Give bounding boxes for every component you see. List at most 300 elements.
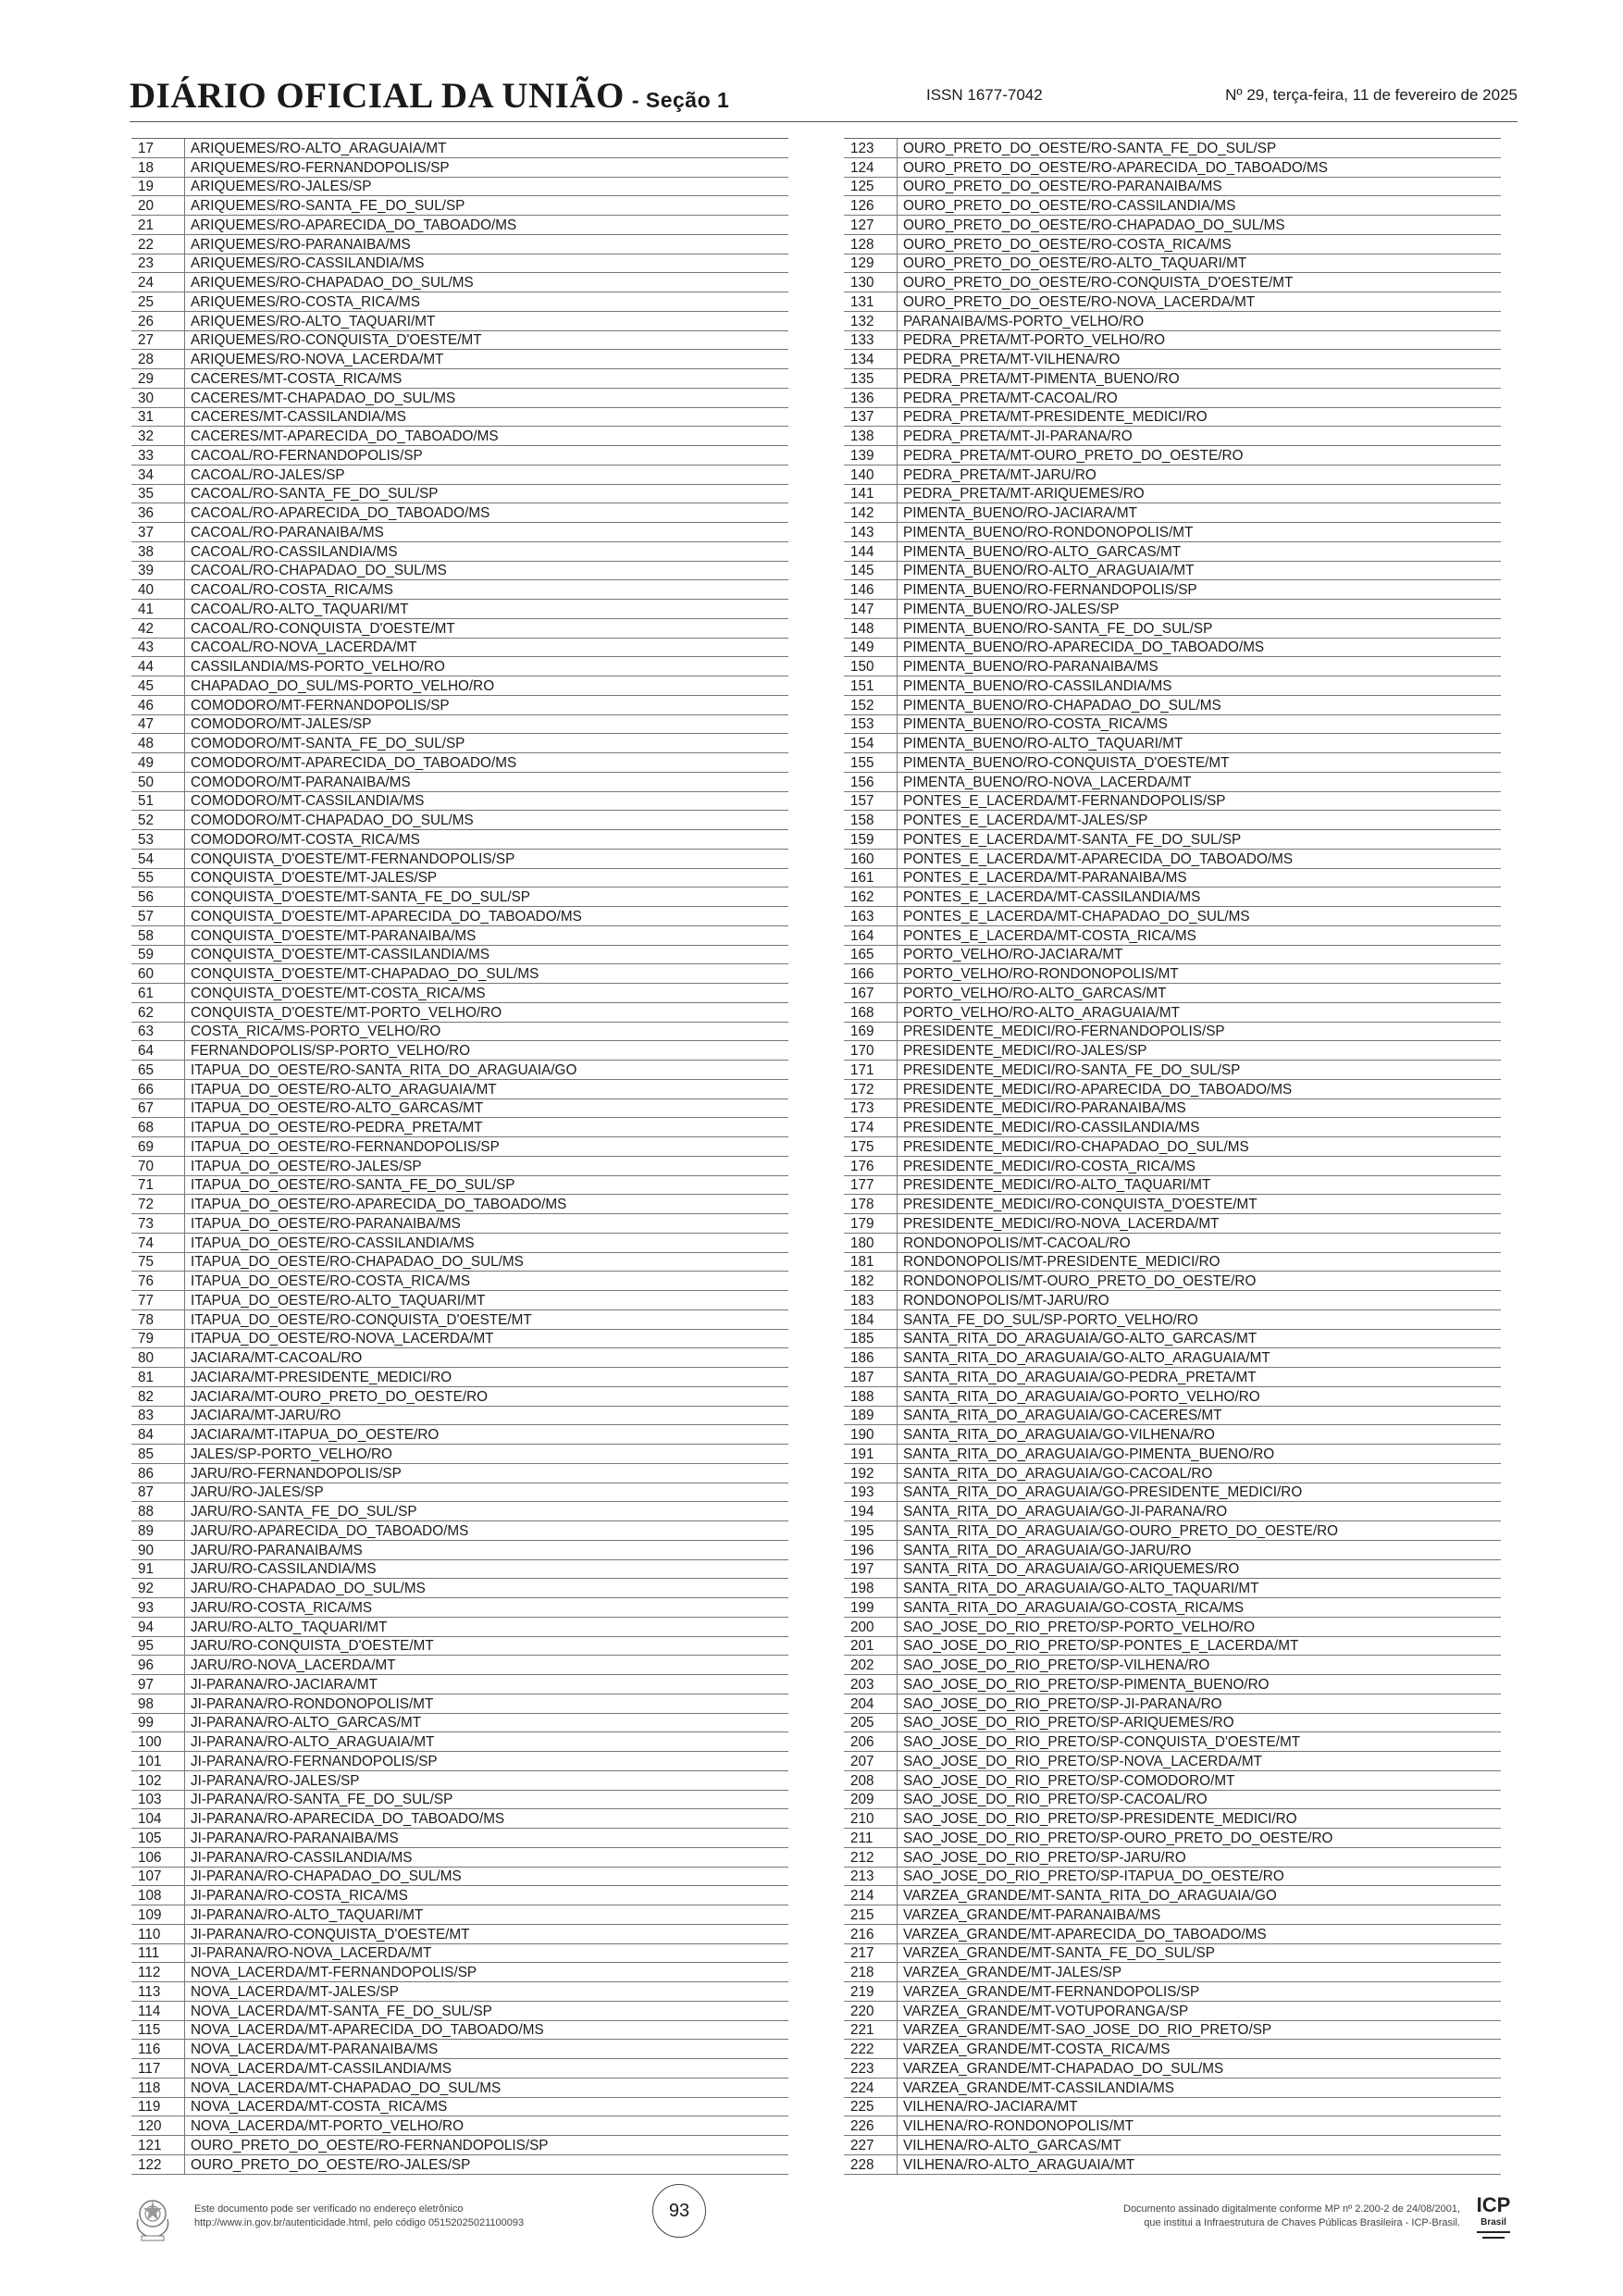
table-row xyxy=(844,600,1501,619)
table-row xyxy=(131,791,788,811)
row-number: 29 xyxy=(131,369,185,389)
row-number: 177 xyxy=(844,1175,898,1195)
row-number: 86 xyxy=(131,1463,185,1483)
verification-line-1: Este documento pode ser verificado no endereço eletrônico xyxy=(194,2203,464,2215)
row-number: 121 xyxy=(131,2136,185,2155)
table-row xyxy=(131,925,788,945)
route-name: CACOAL/RO-COSTA_RICA/MS xyxy=(185,580,789,600)
table-row xyxy=(844,1694,1501,1713)
table-row xyxy=(131,618,788,638)
table-row xyxy=(131,1713,788,1732)
row-number: 205 xyxy=(844,1713,898,1732)
table-row xyxy=(131,695,788,714)
row-number: 217 xyxy=(844,1943,898,1963)
row-number: 198 xyxy=(844,1579,898,1598)
table-row xyxy=(131,1425,788,1445)
route-name: ITAPUA_DO_OESTE/RO-SANTA_FE_DO_SUL/SP xyxy=(185,1175,789,1195)
publication-title xyxy=(130,74,729,122)
route-name: VARZEA_GRANDE/MT-APARECIDA_DO_TABOADO/MS xyxy=(898,1924,1502,1943)
row-number: 31 xyxy=(131,407,185,427)
section-label: - Seção 1 xyxy=(631,88,730,112)
row-number: 145 xyxy=(844,561,898,580)
table-row xyxy=(131,465,788,484)
table-row xyxy=(131,2154,788,2174)
table-row xyxy=(844,1002,1501,1022)
table-row xyxy=(131,503,788,523)
table-row xyxy=(131,196,788,216)
row-number: 192 xyxy=(844,1463,898,1483)
row-number: 207 xyxy=(844,1752,898,1771)
route-name: CONQUISTA_D'OESTE/MT-FERNANDOPOLIS/SP xyxy=(185,849,789,868)
table-row xyxy=(131,638,788,657)
route-name: ARIQUEMES/RO-ALTO_ARAGUAIA/MT xyxy=(185,139,789,157)
row-number: 91 xyxy=(131,1559,185,1579)
table-row xyxy=(131,868,788,887)
route-name: ITAPUA_DO_OESTE/RO-NOVA_LACERDA/MT xyxy=(185,1329,789,1348)
table-row xyxy=(844,561,1501,580)
route-name: CACOAL/RO-ALTO_TAQUARI/MT xyxy=(185,600,789,619)
row-number: 87 xyxy=(131,1483,185,1502)
route-name: PEDRA_PRETA/MT-JI-PARANA/RO xyxy=(898,427,1502,446)
table-row xyxy=(844,234,1501,254)
row-number: 93 xyxy=(131,1598,185,1618)
row-number: 55 xyxy=(131,868,185,887)
table-row xyxy=(131,1752,788,1771)
route-name: JI-PARANA/RO-NOVA_LACERDA/MT xyxy=(185,1943,789,1963)
row-number: 168 xyxy=(844,1002,898,1022)
route-name: OURO_PRETO_DO_OESTE/RO-CONQUISTA_D'OESTE/MT xyxy=(898,273,1502,292)
table-row xyxy=(844,2001,1501,2020)
row-number: 219 xyxy=(844,1982,898,2002)
route-name: PONTES_E_LACERDA/MT-SANTA_FE_DO_SUL/SP xyxy=(898,830,1502,850)
route-name: JI-PARANA/RO-RONDONOPOLIS/MT xyxy=(185,1694,789,1713)
table-row xyxy=(844,1847,1501,1867)
table-row xyxy=(844,984,1501,1003)
route-name: PEDRA_PRETA/MT-ARIQUEMES/RO xyxy=(898,484,1502,503)
row-number: 33 xyxy=(131,446,185,465)
route-name: PRESIDENTE_MEDICI/RO-COSTA_RICA/MS xyxy=(898,1156,1502,1175)
route-name: PORTO_VELHO/RO-ALTO_GARCAS/MT xyxy=(898,984,1502,1003)
table-row xyxy=(844,964,1501,984)
route-name: VARZEA_GRANDE/MT-VOTUPORANGA/SP xyxy=(898,2001,1502,2020)
table-row xyxy=(131,1943,788,1963)
route-name: JI-PARANA/RO-JACIARA/MT xyxy=(185,1675,789,1694)
route-name: PIMENTA_BUENO/RO-CHAPADAO_DO_SUL/MS xyxy=(898,695,1502,714)
row-number: 88 xyxy=(131,1502,185,1521)
route-name: ARIQUEMES/RO-PARANAIBA/MS xyxy=(185,234,789,254)
row-number: 157 xyxy=(844,791,898,811)
table-row xyxy=(131,887,788,907)
table-row xyxy=(844,1348,1501,1368)
row-number: 160 xyxy=(844,849,898,868)
route-name: CACERES/MT-CASSILANDIA/MS xyxy=(185,407,789,427)
table-row xyxy=(844,830,1501,850)
table-row xyxy=(131,945,788,964)
route-name: SANTA_RITA_DO_ARAGUAIA/GO-PORTO_VELHO/RO xyxy=(898,1386,1502,1406)
row-number: 201 xyxy=(844,1636,898,1656)
row-number: 225 xyxy=(844,2097,898,2116)
row-number: 116 xyxy=(131,2040,185,2059)
row-number: 190 xyxy=(844,1425,898,1445)
route-name: PRESIDENTE_MEDICI/RO-PARANAIBA/MS xyxy=(898,1098,1502,1118)
route-name: CACOAL/RO-FERNANDOPOLIS/SP xyxy=(185,446,789,465)
route-name: ARIQUEMES/RO-CASSILANDIA/MS xyxy=(185,254,789,273)
row-number: 25 xyxy=(131,292,185,312)
svg-text:Brasil: Brasil xyxy=(1481,2217,1506,2228)
table-row xyxy=(131,216,788,235)
row-number: 228 xyxy=(844,2154,898,2174)
row-number: 104 xyxy=(131,1809,185,1829)
table-row xyxy=(131,446,788,465)
table-row xyxy=(131,1041,788,1061)
row-number: 143 xyxy=(844,523,898,542)
route-name: SANTA_RITA_DO_ARAGUAIA/GO-CACOAL/RO xyxy=(898,1463,1502,1483)
row-number: 21 xyxy=(131,216,185,235)
table-row xyxy=(844,618,1501,638)
route-name: OURO_PRETO_DO_OESTE/RO-CASSILANDIA/MS xyxy=(898,196,1502,216)
row-number: 110 xyxy=(131,1924,185,1943)
row-number: 50 xyxy=(131,772,185,791)
row-number: 202 xyxy=(844,1656,898,1675)
row-number: 126 xyxy=(844,196,898,216)
table-row xyxy=(131,523,788,542)
table-row xyxy=(131,830,788,850)
row-number: 77 xyxy=(131,1291,185,1310)
row-number: 65 xyxy=(131,1061,185,1080)
table-row xyxy=(844,734,1501,753)
table-row xyxy=(844,1540,1501,1559)
row-number: 30 xyxy=(131,388,185,407)
row-number: 144 xyxy=(844,541,898,561)
row-number: 153 xyxy=(844,714,898,734)
row-number: 122 xyxy=(131,2154,185,2174)
route-name: CONQUISTA_D'OESTE/MT-APARECIDA_DO_TABOADO/MS xyxy=(185,907,789,926)
row-number: 134 xyxy=(844,350,898,369)
table-row xyxy=(131,1540,788,1559)
row-number: 109 xyxy=(131,1905,185,1925)
table-row xyxy=(844,811,1501,830)
table-row xyxy=(844,1943,1501,1963)
table-row xyxy=(844,369,1501,389)
row-number: 103 xyxy=(131,1790,185,1809)
route-name: CONQUISTA_D'OESTE/MT-COSTA_RICA/MS xyxy=(185,984,789,1003)
route-name: COMODORO/MT-JALES/SP xyxy=(185,714,789,734)
table-row xyxy=(844,196,1501,216)
route-name: ITAPUA_DO_OESTE/RO-CASSILANDIA/MS xyxy=(185,1233,789,1252)
table-row xyxy=(844,1483,1501,1502)
table-row xyxy=(844,657,1501,676)
table-row xyxy=(131,1790,788,1809)
row-number: 182 xyxy=(844,1272,898,1291)
route-name: CACOAL/RO-NOVA_LACERDA/MT xyxy=(185,638,789,657)
route-name: SANTA_RITA_DO_ARAGUAIA/GO-CACERES/MT xyxy=(898,1406,1502,1425)
route-name: VARZEA_GRANDE/MT-COSTA_RICA/MS xyxy=(898,2040,1502,2059)
coat-of-arms-icon xyxy=(130,2191,176,2245)
route-name: SANTA_RITA_DO_ARAGUAIA/GO-PEDRA_PRETA/MT xyxy=(898,1368,1502,1387)
row-number: 208 xyxy=(844,1770,898,1790)
table-row xyxy=(844,2154,1501,2174)
table-row xyxy=(844,2097,1501,2116)
route-name: PRESIDENTE_MEDICI/RO-CHAPADAO_DO_SUL/MS xyxy=(898,1137,1502,1157)
route-name: VARZEA_GRANDE/MT-SAO_JOSE_DO_RIO_PRETO/SP xyxy=(898,2020,1502,2040)
route-name: OURO_PRETO_DO_OESTE/RO-PARANAIBA/MS xyxy=(898,177,1502,196)
route-name: PARANAIBA/MS-PORTO_VELHO/RO xyxy=(898,311,1502,330)
route-name: VILHENA/RO-RONDONOPOLIS/MT xyxy=(898,2116,1502,2136)
table-row xyxy=(844,695,1501,714)
header-divider xyxy=(130,121,1518,122)
route-name: COMODORO/MT-APARECIDA_DO_TABOADO/MS xyxy=(185,753,789,773)
left-column xyxy=(131,138,788,2175)
table-row xyxy=(844,1963,1501,1982)
row-number: 148 xyxy=(844,618,898,638)
row-number: 113 xyxy=(131,1982,185,2002)
table-row xyxy=(131,330,788,350)
route-name: PRESIDENTE_MEDICI/RO-CONQUISTA_D'OESTE/MT xyxy=(898,1195,1502,1214)
row-number: 180 xyxy=(844,1233,898,1252)
table-row xyxy=(844,1502,1501,1521)
row-number: 19 xyxy=(131,177,185,196)
route-name: JI-PARANA/RO-CHAPADAO_DO_SUL/MS xyxy=(185,1867,789,1886)
route-name: CONQUISTA_D'OESTE/MT-PARANAIBA/MS xyxy=(185,925,789,945)
route-name: JI-PARANA/RO-ALTO_TAQUARI/MT xyxy=(185,1905,789,1925)
table-row xyxy=(131,2040,788,2059)
route-name: CACOAL/RO-CHAPADAO_DO_SUL/MS xyxy=(185,561,789,580)
route-name: SANTA_RITA_DO_ARAGUAIA/GO-PRESIDENTE_MEDICI/RO xyxy=(898,1483,1502,1502)
row-number: 80 xyxy=(131,1348,185,1368)
table-row xyxy=(131,1309,788,1329)
route-name: PEDRA_PRETA/MT-OURO_PRETO_DO_OESTE/RO xyxy=(898,446,1502,465)
row-number: 51 xyxy=(131,791,185,811)
route-name: SAO_JOSE_DO_RIO_PRETO/SP-VILHENA/RO xyxy=(898,1656,1502,1675)
edition-date: Nº 29, terça-feira, 11 de fevereiro de 2025 xyxy=(1225,86,1518,104)
row-number: 107 xyxy=(131,1867,185,1886)
row-number: 48 xyxy=(131,734,185,753)
table-row xyxy=(131,254,788,273)
route-name: PORTO_VELHO/RO-ALTO_ARAGUAIA/MT xyxy=(898,1002,1502,1022)
table-row xyxy=(131,2059,788,2079)
route-name: JACIARA/MT-JARU/RO xyxy=(185,1406,789,1425)
route-name: PEDRA_PRETA/MT-PORTO_VELHO/RO xyxy=(898,330,1502,350)
route-name: SAO_JOSE_DO_RIO_PRETO/SP-CONQUISTA_D'OESTE/MT xyxy=(898,1732,1502,1752)
table-row xyxy=(844,1406,1501,1425)
row-number: 53 xyxy=(131,830,185,850)
table-row xyxy=(844,177,1501,196)
row-number: 123 xyxy=(844,139,898,157)
route-name: OURO_PRETO_DO_OESTE/RO-APARECIDA_DO_TABOADO/MS xyxy=(898,157,1502,177)
route-name: CHAPADAO_DO_SUL/MS-PORTO_VELHO/RO xyxy=(185,676,789,696)
table-row xyxy=(131,676,788,696)
table-row xyxy=(844,484,1501,503)
row-number: 32 xyxy=(131,427,185,446)
row-number: 151 xyxy=(844,676,898,696)
table-row xyxy=(131,369,788,389)
route-name: ITAPUA_DO_OESTE/RO-PEDRA_PRETA/MT xyxy=(185,1118,789,1137)
route-name: SANTA_RITA_DO_ARAGUAIA/GO-ALTO_TAQUARI/MT xyxy=(898,1579,1502,1598)
table-row xyxy=(131,1061,788,1080)
table-row xyxy=(131,273,788,292)
table-row xyxy=(844,1175,1501,1195)
route-name: JARU/RO-CHAPADAO_DO_SUL/MS xyxy=(185,1579,789,1598)
route-name: PIMENTA_BUENO/RO-NOVA_LACERDA/MT xyxy=(898,772,1502,791)
row-number: 114 xyxy=(131,2001,185,2020)
table-row xyxy=(131,157,788,177)
row-number: 221 xyxy=(844,2020,898,2040)
table-row xyxy=(131,1617,788,1636)
route-name: ITAPUA_DO_OESTE/RO-SANTA_RITA_DO_ARAGUAIA/GO xyxy=(185,1061,789,1080)
table-row xyxy=(131,1195,788,1214)
table-row xyxy=(844,1368,1501,1387)
row-number: 146 xyxy=(844,580,898,600)
route-name: PIMENTA_BUENO/RO-CONQUISTA_D'OESTE/MT xyxy=(898,753,1502,773)
table-row xyxy=(131,2078,788,2097)
table-row xyxy=(131,1483,788,1502)
route-name: PIMENTA_BUENO/RO-RONDONOPOLIS/MT xyxy=(898,523,1502,542)
route-table-left xyxy=(131,139,788,2175)
route-name: SAO_JOSE_DO_RIO_PRETO/SP-JI-PARANA/RO xyxy=(898,1694,1502,1713)
row-number: 36 xyxy=(131,503,185,523)
table-row xyxy=(131,1867,788,1886)
table-row xyxy=(844,1713,1501,1732)
route-name: JARU/RO-CONQUISTA_D'OESTE/MT xyxy=(185,1636,789,1656)
row-number: 197 xyxy=(844,1559,898,1579)
route-name: CASSILANDIA/MS-PORTO_VELHO/RO xyxy=(185,657,789,676)
route-name: SANTA_FE_DO_SUL/SP-PORTO_VELHO/RO xyxy=(898,1309,1502,1329)
row-number: 162 xyxy=(844,887,898,907)
route-name: PIMENTA_BUENO/RO-ALTO_TAQUARI/MT xyxy=(898,734,1502,753)
row-number: 73 xyxy=(131,1214,185,1234)
table-row xyxy=(131,714,788,734)
route-name: CACOAL/RO-CONQUISTA_D'OESTE/MT xyxy=(185,618,789,638)
row-number: 220 xyxy=(844,2001,898,2020)
row-number: 101 xyxy=(131,1752,185,1771)
verification-notice xyxy=(194,2203,524,2230)
table-row xyxy=(844,849,1501,868)
table-row xyxy=(844,1195,1501,1214)
table-row xyxy=(131,1175,788,1195)
table-row xyxy=(131,1559,788,1579)
row-number: 135 xyxy=(844,369,898,389)
route-name: JI-PARANA/RO-SANTA_FE_DO_SUL/SP xyxy=(185,1790,789,1809)
table-row xyxy=(844,407,1501,427)
route-name: PIMENTA_BUENO/RO-SANTA_FE_DO_SUL/SP xyxy=(898,618,1502,638)
row-number: 167 xyxy=(844,984,898,1003)
table-row xyxy=(844,1829,1501,1848)
signature-line-2: que institui a Infraestrutura de Chaves Públicas Brasileira - ICP-Brasil. xyxy=(1144,2217,1460,2228)
row-number: 154 xyxy=(844,734,898,753)
page-footer xyxy=(130,2191,1518,2256)
row-number: 102 xyxy=(131,1770,185,1790)
row-number: 17 xyxy=(131,139,185,157)
row-number: 218 xyxy=(844,1963,898,1982)
route-name: PEDRA_PRETA/MT-VILHENA/RO xyxy=(898,350,1502,369)
table-row xyxy=(844,1752,1501,1771)
right-column xyxy=(844,138,1501,2175)
table-row xyxy=(844,2020,1501,2040)
row-number: 150 xyxy=(844,657,898,676)
route-name: JI-PARANA/RO-CASSILANDIA/MS xyxy=(185,1847,789,1867)
table-row xyxy=(131,177,788,196)
table-row xyxy=(131,1348,788,1368)
row-number: 61 xyxy=(131,984,185,1003)
table-row xyxy=(844,1445,1501,1464)
row-number: 199 xyxy=(844,1598,898,1618)
route-name: SAO_JOSE_DO_RIO_PRETO/SP-CACOAL/RO xyxy=(898,1790,1502,1809)
route-name: OURO_PRETO_DO_OESTE/RO-SANTA_FE_DO_SUL/SP xyxy=(898,139,1502,157)
row-number: 186 xyxy=(844,1348,898,1368)
route-name: ITAPUA_DO_OESTE/RO-APARECIDA_DO_TABOADO/MS xyxy=(185,1195,789,1214)
table-row xyxy=(844,1386,1501,1406)
table-row xyxy=(131,1847,788,1867)
row-number: 119 xyxy=(131,2097,185,2116)
row-number: 95 xyxy=(131,1636,185,1656)
row-number: 82 xyxy=(131,1386,185,1406)
table-row xyxy=(131,1445,788,1464)
route-name: COMODORO/MT-CHAPADAO_DO_SUL/MS xyxy=(185,811,789,830)
row-number: 71 xyxy=(131,1175,185,1195)
table-row xyxy=(844,1272,1501,1291)
row-number: 125 xyxy=(844,177,898,196)
table-row xyxy=(844,1675,1501,1694)
route-name: PRESIDENTE_MEDICI/RO-APARECIDA_DO_TABOADO/MS xyxy=(898,1079,1502,1098)
table-row xyxy=(131,541,788,561)
route-name: VILHENA/RO-JACIARA/MT xyxy=(898,2097,1502,2116)
row-number: 227 xyxy=(844,2136,898,2155)
route-name: SAO_JOSE_DO_RIO_PRETO/SP-PORTO_VELHO/RO xyxy=(898,1617,1502,1636)
route-name: JARU/RO-PARANAIBA/MS xyxy=(185,1540,789,1559)
table-row xyxy=(131,1463,788,1483)
route-name: JARU/RO-CASSILANDIA/MS xyxy=(185,1559,789,1579)
table-row xyxy=(131,1579,788,1598)
table-row xyxy=(844,1022,1501,1041)
table-row xyxy=(131,1521,788,1541)
route-name: JACIARA/MT-CACOAL/RO xyxy=(185,1348,789,1368)
table-row xyxy=(131,1829,788,1848)
row-number: 63 xyxy=(131,1022,185,1041)
table-row xyxy=(844,907,1501,926)
route-name: SAO_JOSE_DO_RIO_PRETO/SP-NOVA_LACERDA/MT xyxy=(898,1752,1502,1771)
row-number: 191 xyxy=(844,1445,898,1464)
row-number: 64 xyxy=(131,1041,185,1061)
digital-signature-notice xyxy=(1123,2203,1460,2230)
row-number: 97 xyxy=(131,1675,185,1694)
route-name: ITAPUA_DO_OESTE/RO-FERNANDOPOLIS/SP xyxy=(185,1137,789,1157)
route-name: ARIQUEMES/RO-APARECIDA_DO_TABOADO/MS xyxy=(185,216,789,235)
row-number: 149 xyxy=(844,638,898,657)
route-name: ARIQUEMES/RO-CHAPADAO_DO_SUL/MS xyxy=(185,273,789,292)
table-row xyxy=(844,254,1501,273)
route-name: PEDRA_PRETA/MT-PIMENTA_BUENO/RO xyxy=(898,369,1502,389)
row-number: 132 xyxy=(844,311,898,330)
row-number: 184 xyxy=(844,1309,898,1329)
route-name: SANTA_RITA_DO_ARAGUAIA/GO-OURO_PRETO_DO_OESTE/RO xyxy=(898,1521,1502,1541)
table-row xyxy=(844,772,1501,791)
route-name: JI-PARANA/RO-PARANAIBA/MS xyxy=(185,1829,789,1848)
row-number: 176 xyxy=(844,1156,898,1175)
route-name: PORTO_VELHO/RO-JACIARA/MT xyxy=(898,945,1502,964)
row-number: 127 xyxy=(844,216,898,235)
route-name: OURO_PRETO_DO_OESTE/RO-CHAPADAO_DO_SUL/MS xyxy=(898,216,1502,235)
route-name: JARU/RO-JALES/SP xyxy=(185,1483,789,1502)
row-number: 170 xyxy=(844,1041,898,1061)
row-number: 66 xyxy=(131,1079,185,1098)
row-number: 68 xyxy=(131,1118,185,1137)
route-name: NOVA_LACERDA/MT-PORTO_VELHO/RO xyxy=(185,2116,789,2136)
route-name: SAO_JOSE_DO_RIO_PRETO/SP-PRESIDENTE_MEDICI/RO xyxy=(898,1809,1502,1829)
row-number: 92 xyxy=(131,1579,185,1598)
table-row xyxy=(131,1272,788,1291)
table-row xyxy=(131,1732,788,1752)
table-row xyxy=(844,791,1501,811)
